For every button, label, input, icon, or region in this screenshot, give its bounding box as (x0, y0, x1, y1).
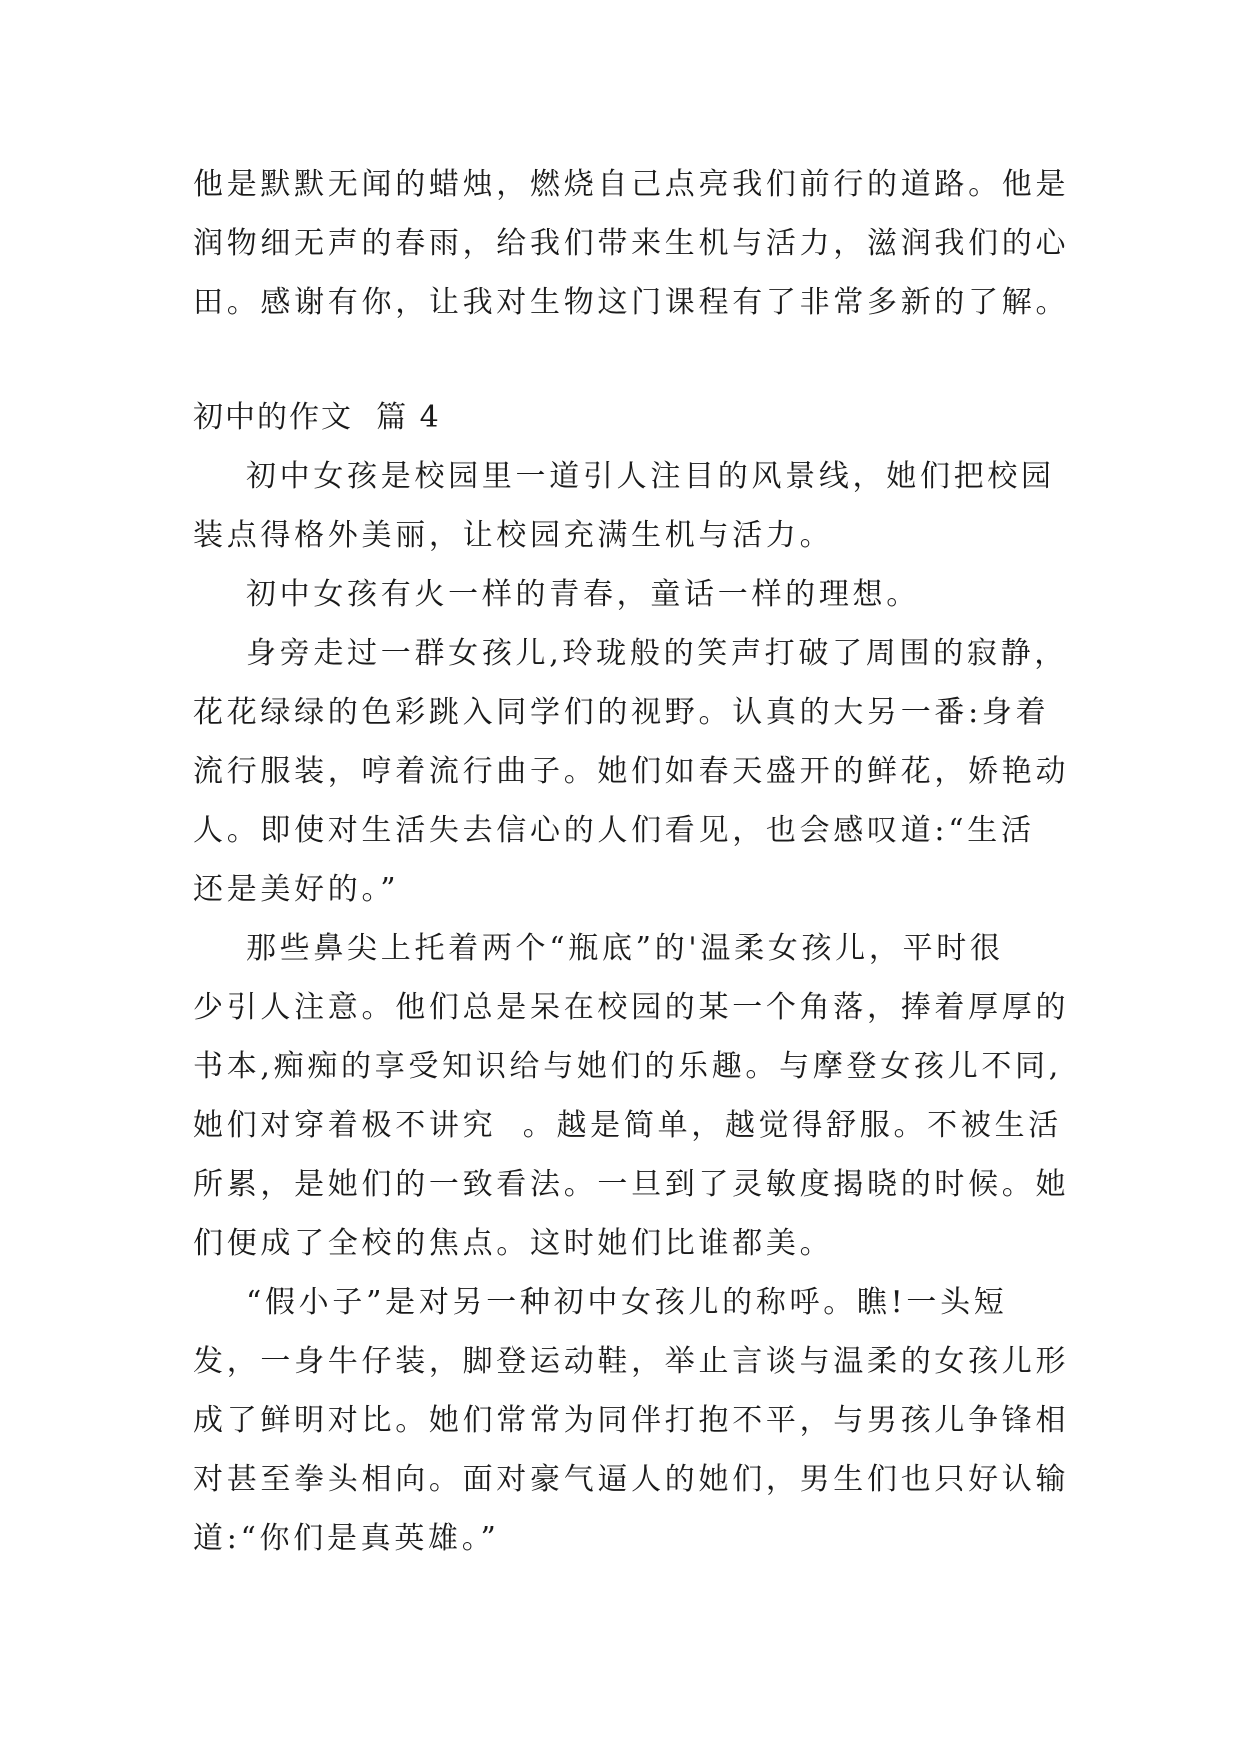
paragraph-line: 所累，是她们的一致看法。一旦到了灵敏度揭晓的时候。她 (193, 1167, 1070, 1202)
paragraph-line: 书本,痴痴的享受知识给与她们的乐趣。与摩登女孩儿不同, (193, 1049, 1062, 1084)
paragraph-line: 初中女孩是校园里一道引人注目的风景线，她们把校园 (193, 459, 1055, 494)
paragraph-line: 少引人注意。他们总是呆在校园的某一个角落，捧着厚厚的 (193, 990, 1070, 1025)
paragraph-line: 他是默默无闻的蜡烛，燃烧自己点亮我们前行的道路。他是 (193, 167, 1070, 202)
paragraph-line: 们便成了全校的焦点。这时她们比谁都美。 (193, 1226, 834, 1261)
paragraph-line: 田。感谢有你，让我对生物这门课程有了非常多新的了解。 (193, 285, 1070, 320)
paragraph-line: “假小子”是对另一种初中女孩儿的称呼。瞧!一头短 (193, 1285, 1008, 1320)
paragraph-line: 成了鲜明对比。她们常常为同伴打抱不平，与男孩儿争锋相 (193, 1403, 1070, 1438)
paragraph-line: 还是美好的。” (193, 872, 400, 907)
paragraph-line: 润物细无声的春雨，给我们带来生机与活力，滋润我们的心 (193, 226, 1070, 261)
paragraph-line: 人。即使对生活失去信心的人们看见，也会感叹道:“生活 (193, 813, 1035, 848)
paragraph-line: 身旁走过一群女孩儿,玲珑般的笑声打破了周围的寂静， (193, 636, 1068, 671)
paragraph-line: 她们对穿着极不讲究 。越是简单，越觉得舒服。不被生活 (193, 1108, 1062, 1143)
section-heading: 初中的作文 篇 4 (193, 400, 441, 435)
paragraph-line: 初中女孩有火一样的青春，童话一样的理想。 (193, 577, 920, 612)
paragraph-line: 发，一身牛仔装，脚登运动鞋，举止言谈与温柔的女孩儿形 (193, 1344, 1070, 1379)
paragraph-line: 装点得格外美丽，让校园充满生机与活力。 (193, 518, 834, 553)
paragraph-line: 道:“你们是真英雄。” (193, 1521, 500, 1556)
paragraph-line: 对甚至拳头相向。面对豪气逼人的她们，男生们也只好认输 (193, 1462, 1070, 1497)
paragraph-line: 花花绿绿的色彩跳入同学们的视野。认真的大另一番:身着 (193, 695, 1050, 730)
paragraph-line: 那些鼻尖上托着两个“瓶底”的'温柔女孩儿，平时很 (193, 931, 1004, 966)
paragraph-line: 流行服装，哼着流行曲子。她们如春天盛开的鲜花，娇艳动 (193, 754, 1070, 789)
